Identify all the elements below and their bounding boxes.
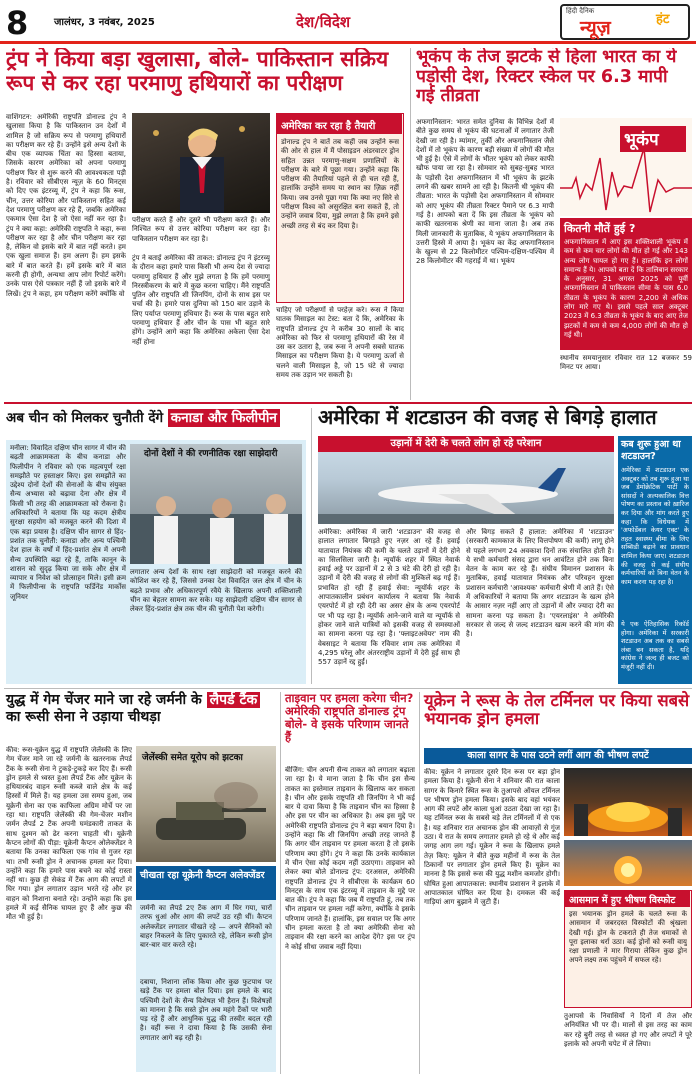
drone-explosion-text: इस भयानक ड्रोन हमले के चलते रूस के आसमान में जबरदस्त विस्फोटों की श्रृंखला देखी गई। ड्रोन के टकराते ही तेज धमाकों से पूरा इलाका थर्रा उठा। कई ड्रोनों को रूसी वायु रक्षा प्रणाली ने मार गिराया लेकिन कुछ ड्रोन अपने लक्ष्य तक पहुंचने में सफल रहे। — [569, 910, 687, 965]
shutdown-when-title: कब शुरू हुआ था शटडाउन? — [621, 439, 681, 462]
article-quake-col2-end: स्थानीय समयानुसार रविवार रात 12 बजकर 59 मिनट पर आया। — [560, 354, 692, 372]
article-shutdown-col1: अमेरिका: अमेरिका में जारी 'शटडाउन' की वजह से हालात लगातार बिगड़ते हुए नज़र आ रहे हैं। हवाई यातायात नियंत्रक की कमी के चलते उड़ानों में देरी होने का सिलसिला जारी है। न्यूयॉर्क शहर में स्थित नेवार्क हवाई अड्डे पर उड़ानों में 2 से 3 घंटे की देरी हो रही है। उड़ानों में देरी की वजह से लोगों की मुश्किलें बढ़ गई हैं। प्रभावित हो रही हैं हवाई सेवा: न्यूयॉर्क शहर के आपातकालीन प्रबंधन कार्यालय ने बताया कि नेवार्क एयरपोर्ट में हो रही देरी का असर क्षेत्र के अन्य एयरपोर्ट पर भी पड़ रहा है। न्यूयॉर्क आने-जाने वाले या न्यूयॉर्क से होकर जाने वाले यात्रियों को इसकी वजह से समस्याओं का सामना करना पड़ रहा है। 'फ्लाइटअवेयर' नाम की वेबसाइट ने बताया कि रविवार शाम तक अमेरिका में 4,295 घरेलू और अंतरराष्ट्रीय उड़ानों में देरी हुई साथ ही 557 उड़ानें रद्द हुईं। — [318, 528, 460, 667]
article-canada-headline — [6, 408, 306, 436]
trump-sidebar-text: डोनाल्ड ट्रंप ने बातें तब कहीं जब उन्होंने रूस की ओर से हाल में मैं पोसाइडन अंडरवाटर ड्रोन सहित उन्नत परमाणु-सक्षम प्रणालियों के परीक्षण के बारे में पूछा गया। उन्होंने कहा कि परीक्षण की तैयारियां पहले से ही चल रही हैं, हालांकि उन्होंने समय या स्थान का ज़िक्र नहीं किया। जब उनसे पूछा गया कि क्या नए सिरे से परीक्षण विश्व को असुरक्षित बना सकते हैं, तो उन्होंने जवाब दिया, मुझे लगता है कि हमने इसे अच्छी तरह से बंद कर दिया है। — [281, 138, 399, 230]
column-divider — [410, 48, 411, 400]
shutdown-when-text: अमेरिका में शटडाउन एक अक्टूबर को तब शुरू हुआ था जब डेमोक्रेटिक पार्टी के सांसदों ने अल्पकालिक वित्त पोषण का प्रस्ताव को ख़ारिज कर दिया और मांग करते हुए कहा कि विधेयक में 'अफोर्डेबल केयर एक्ट' के तहत स्वास्थ्य बीमा के लिए सब्सिडी बढ़ाने का प्रावधान शामिल किया जाए। शटडाउन की वजह से कई संघीय कर्मचारियों को बिना वेतन के काम करना पड़ रहा है। — [621, 466, 689, 586]
article-tank-headline — [6, 692, 276, 742]
navy-photo-label: दोनों देशों ने की रणनीतिक रक्षा साझेदारी — [144, 449, 278, 459]
article-quake-col1: अफगानिस्तान: भारत समेत दुनिया के विभिन्न देशों में बीते कुछ समय से भूकंप की घटनाओं में लगातार तेजी देखी जा रही है। म्यांमार, तुर्की और अफगानिस्तान जैसे देशों में तो भूकंप के कारण बड़ी संख्या में लोगों की मौत भी हुई है। ऐसे में लोगों के भीतर भूकंप को लेकर काफी खौफ पाया जा रहा है। सोमवार को सुबह-सुबह भारत के पड़ोसी देश अफगानिस्तान में भी भूकंप के झटके लगने की खबर सामने आ रही है। कितनी थी भूकंप की तीव्रता: भारत के पड़ोसी देश अफगानिस्तान में सोमवार को आए भूकंप की तीव्रता रिक्टर पैमाने पर 6.3 मापी गई है। आपको बता दें कि इस तीव्रता के भूकंप को काफी खतरनाक श्रेणी का माना जाता है। अब तक मिली जानकारी के मुताबिक, ये भूकंप अफगानिस्तान के उत्तरी हिस्से में आया है। भूकंप का केंद्र अफगानिस्तान के खुल्म से 22 किलोमीटर पश्चिम-दक्षिण-पश्चिम में 28 किलोमीटर की गहराई में था। भूकंप — [416, 118, 554, 266]
article-canada-col1: मनीला: विवादित दक्षिण चीन सागर में चीन की बढ़ती आक्रामकता के बीच कनाडा और फिलीपीन ने रविवार को एक महत्वपूर्ण रक्षा समझौते पर हस्ताक्षर किए। इस समझौते का उद्देश्य दोनों देशों की सेनाओं के बीच संयुक्त सैन्य अभ्यास को बढ़ावा देना और क्षेत्र में किसी भी तरह की आक्रामकता को रोकना है। अधिकारियों ने बताया कि यह कदम क्षेत्रीय सुरक्षा सहयोग को मजबूत करने की दिशा में एक बड़ा प्रयास है। दक्षिण चीन सागर से हिंद-प्रशांत तक चुनौती: कनाडा और अन्य पश्चिमी देश हाल के वर्षों में हिंद-प्रशांत क्षेत्र में अपनी सैन्य उपस्थिति बढ़ा रहे हैं, ताकि कानून के शासन को सुदृढ़ किया जा सके और क्षेत्र में व्यापार व निवेश को प्रोत्साहन मिले। इसी क्रम में फिलीपीन्स के राष्ट्रपति फर्डिनेंड मार्कोस जूनियर — [10, 444, 126, 601]
drone-explosion-box — [564, 890, 692, 1008]
logo-tagline: हिंदी दैनिक — [566, 7, 595, 15]
tank-photo-label: जेलेंस्की समेत यूरोप को झटका — [142, 753, 243, 763]
drone-explosion-title: आसमान में हुए भीषण विस्फोट — [565, 891, 690, 907]
newspaper-logo — [560, 4, 690, 40]
article-canada-headline-b: कनाडा और फिलीपीन — [168, 409, 280, 427]
section-rule — [4, 402, 692, 404]
article-taiwan-col1: बीजिंग: चीन अपनी सैन्य ताकत को लगातार बढ़ाता जा रहा है। ये माना जाता है कि चीन इस सैन्य ताकत का इस्तेमाल ताइवान के खिलाफ कर सकता है। चीन और इसके राष्ट्रपति शी जिनपिंग ने भी कई बार ये दावा किया है कि ताइवान चीन का हिस्सा है और इस पर चीन का अधिकार है। अब इस मुद्दे पर अमेरिकी राष्ट्रपति डोनाल्ड ट्रंप ने बड़ा बयान दिया है। उन्होंने कहा कि शी जिनपिंग अच्छी तरह जानते हैं कि अगर चीन ताइवान पर हमला करता है तो इसके परिणाम क्या होंगे। ट्रंप ने कहा कि उनके कार्यकाल में चीन ऐसा कोई कदम नहीं उठाएगा। ताइवान को लेकर क्या बोले डोनाल्ड ट्रंप: दरअसल, अमेरिकी राष्ट्रपति डोनाल्ड ट्रंप ने सीबीएस के कार्यक्रम 60 मिनट्स के साथ एक इंटरव्यू में ताइवान के मुद्दे पर बात की। ट्रंप ने कहा कि जब मैं राष्ट्रपति हूं, तब तक चीन ताइवान पर हमला नहीं करेगा, क्योंकि वे इसके परिणाम जानते हैं। हालांकि, इस सवाल पर कि अगर चीन हमला करता है तो क्या अमेरिकी सेना को ताइवान की रक्षा करने का आदेश देंगे? इस पर ट्रंप ने कोई सीधा जवाब नहीं दिया। — [285, 766, 415, 951]
article-trump-caption: परीक्षण करते हैं और दूसरे भी परीक्षण करते हैं। और निश्चित रूप से उत्तर कोरिया परीक्षण कर रहा है। पाकिस्तान परीक्षण कर रहा है। — [132, 216, 270, 243]
article-taiwan-headline: ताइवान पर हमला करेगा चीन? अमेरिकी राष्ट्रपति डोनाल्ड ट्रंप बोले- वे इसके परिणाम जानते हैं — [285, 691, 414, 744]
article-trump-col2: ट्रंप ने बताई अमेरिका की ताकत: डोनाल्ड ट्रंप ने इंटरव्यू के दौरान कहा हमारे पास किसी भी अन्य देश से ज्यादा परमाणु हथियार हैं और मुझे लगता है कि हमें परमाणु निरस्त्रीकरण के बारे में कुछ करना चाहिए। मैंने राष्ट्रपति पुतिन और राष्ट्रपति शी जिनपिंग, दोनों के साथ इस पर चर्चा की है। हमारे पास दुनिया को 150 बार उड़ाने के लिए पर्याप्त परमाणु हथियार हैं। रूस के पास बहुत सारे परमाणु हथियार हैं और चीन के पास भी बहुत सारे होंगे। उन्होंने आगे कहा कि अमेरिका अकेला ऐसा देश नहीं होना — [132, 254, 270, 346]
article-tank-col2: दबाया, निशाना लॉक किया और कुछ फुटपाथ पर खड़े टैंक पर हमला बोल दिया। इस हमले के बाद पश्चिमी देशों के सैन्य विशेषज्ञ भी हैरान हैं। विशेषज्ञों का मानना है कि सस्ते ड्रोन अब महंगे टैंकों पर भारी पड़ रहे हैं और आधुनिक युद्ध की तस्वीर बदल रही है। वहीं रूस ने दावा किया है कि उसकी सेना लगातार आगे बढ़ रही है। — [140, 978, 272, 1042]
article-canada-col2: लगातार अन्य देशों के साथ रक्षा साझेदारी को मजबूत करने की कोशिश कर रहे हैं, जिससे उनका देश विवादित जल क्षेत्र में चीन के बढ़ते प्रभाव और अधिकारपूर्ण रवैये के खिलाफ अपनी शक्तिशाली चीन का बेहतर सामना कर सके। यह साझेदारी दक्षिण चीन सागर से लेकर हिंद-प्रशांत क्षेत्र तक चीन की चुनौती पेश करेगी। — [130, 568, 302, 614]
trump-figure-icon — [132, 113, 270, 213]
quake-casualty-box — [560, 218, 692, 350]
quake-casualty-text: अफगानिस्तान में आए इस शक्तिशाली भूकंप में कम से कम चार लोगों की मौत हो गई और 143 अन्य लोग घायल हो गए हैं। हालांकि इन लोगों समान्य हैं ये। आपको बता दें कि तालिबान सरकार के अनुसार, 31 अगस्त 2025 को पूर्वी अफगानिस्तान में पाकिस्तान सीमा के पास 6.0 तीव्रता के भूकंप के कारण 2,200 से अधिक लोग मारे गए थे। इससे पहले साल अक्टूबर 2023 में 6.3 तीव्रता के भूकंप के बाद आए तेज झटकों में कम से कम 4,000 लोगों की मौत हो गई थी। — [564, 238, 688, 339]
airport-photo — [318, 436, 614, 524]
earthquake-graphic — [560, 118, 692, 216]
trump-sidebar-box — [276, 113, 404, 303]
fire-photo — [564, 768, 692, 836]
trump-photo — [132, 113, 270, 213]
article-tank-headline-b: लैपर्ड टैंक — [207, 692, 261, 708]
tank-photo — [136, 746, 276, 862]
column-divider — [280, 692, 281, 1074]
article-trump-col1: वाशिंगटन: अमेरिकी राष्ट्रपति डोनाल्ड ट्रंप ने खुलासा किया है कि पाकिस्तान उन देशों में शामिल है जो सक्रिय रूप से परमाणु हथियारों का परीक्षण कर रहे हैं। उन्होंने इसे अन्य देशों के बीच एक व्यापक चिंता का हिस्सा बताया, जिसके कारण अमेरिका को अपना परमाणु परीक्षण फिर से शुरू करने की आवश्यकता पड़ी है। रविवार को सीबीएस न्यूज़ के 60 मिनट्स को दिए एक इंटरव्यू में, ट्रंप ने कहा कि रूस, चीन, उत्तर कोरिया और पाकिस्तान सहित कई देश परमाणु परीक्षण कर रहे हैं, जबकि अमेरिका एकमात्र ऐसा देश है जो ऐसा नहीं कर रहा है। ट्रंप ने क्या कहा: अमेरिकी राष्ट्रपति ने कहा, रूस परीक्षण कर रहा है और चीन परीक्षण कर रहा है, लेकिन वो इसके बारे में बात नहीं करते। हम एक खुला समाज हैं। हम अलग हैं। हम इसके बारे में बात करते हैं। हमें इसके बारे में बात करनी ही होगी, अन्यथा आप लोग रिपोर्ट करेंगे। उनके पास ऐसे पत्रकार नहीं हैं जो इसके बारे में लिखें। ट्रंप ने कहा, हम परीक्षण करेंगे क्योंकि वो — [6, 113, 126, 298]
tank-quote-box — [136, 866, 276, 1072]
quake-casualty-title: कितनी मौतें हुई ? — [564, 222, 636, 235]
page-number: 8 — [6, 4, 29, 42]
article-drone-col2-end: तुआपसे के निवासियों ने दिनों में तेज और अनियंत्रित भी पर दी। मालों से इस तरह का काम कर रहे बुरी तरह से ध्वस्त हो गए और लपटों ने पूरे इलाके को अपनी चपेट में ले लिया। — [564, 1012, 692, 1048]
article-trump-headline: ट्रंप ने किया बड़ा खुलासा, बोले- पाकिस्तान सक्रिय रूप से कर रहा परमाणु हथियारों का परीक्षण — [6, 48, 389, 95]
logo-main: न्यूज़ — [580, 17, 611, 39]
article-drone-col1: कीव: यूक्रेन ने लगातार दूसरे दिन रूस पर बड़ा ड्रोन हमला किया है। यूक्रेनी सेना ने शनिवार की रात काला सागर के किनारे स्थित रूस के तुआपसे ऑयल टर्मिनल पर भीषण ड्रोन हमला किया। इसके बाद वहां भयंकर आग की लपटें और काला धुआं उठता देखा जा रहा है। यह टर्मिनल रूस के सबसे बड़े तेल टर्मिनलों में से एक है। यह शनिवार रात अचानक ड्रोन की आवाज़ों से गूंज उठा। ये रात के समय लगातार हमले हो रहे थे और कई जगह आग लग गई। यूक्रेन ने रूस के खिलाफ हमले तेज़ किए: यूक्रेन ने बीते कुछ महीनों में रूस के तेल ठिकानों पर लगातार ड्रोन हमले किए हैं। यूक्रेन का मानना है कि इससे रूस की युद्ध मशीन कमजोर होगी। घोषित हुआ आपातकाल: स्थानीय प्रशासन ने इलाके में आपातकाल घोषित कर दिया है। दमकल की कई गाड़ियां आग बुझाने में जुटी हैं। — [424, 768, 560, 907]
explosion-photo — [564, 840, 692, 886]
article-trump-col3: चाहिए जो परीक्षणों से परहेज़ करे। रूस ने किया घातक मिसाइल का टेस्ट: बता दें कि, अमेरिका के राष्ट्रपति डोनाल्ड ट्रंप ने करीब 30 सालों के बाद अमेरिका को फिर से परमाणु हथियारों की रेस में उस कर उतारा है, जब रूस ने अपनी सबसे घातक मिसाइल का परीक्षण किया है। ये परमाणु ऊर्जा से चलने वाली मिसाइल है, जो 15 घंटे से ज्यादा समय तक उड़ान भर सकती है। — [276, 306, 404, 380]
article-shutdown-headline: अमेरिका में शटडाउन की वजह से बिगड़े हालात — [318, 405, 657, 429]
article-quake-headline: भूकंप के तेज झटके से हिला भारत का ये पड़ोसी देश, रिक्टर स्केल पर 6.3 मापी गई तीव्रता — [416, 48, 677, 107]
shutdown-when-end: ये एक ऐतिहासिक रिकॉर्ड होगा। अमेरिका में सरकारी शटडाउन अब तक का सबसे लंबा बन सकता है, यदि कांग्रेस ने जल्द ही बजट को मंजूरी नहीं दी। — [621, 620, 689, 671]
shutdown-when-box — [618, 436, 692, 684]
airport-photo-caption: उड़ानों में देरी के चलते लोग हो रहे परेशान — [318, 436, 614, 452]
article-canada-headline-a: अब चीन को मिलकर चुनौती देंगे — [6, 410, 164, 426]
column-divider — [311, 408, 312, 684]
column-divider — [419, 692, 420, 1074]
explosion-icon — [564, 840, 692, 886]
article-tank-col1: कीव: रूस-यूक्रेन युद्ध में राष्ट्रपति जेलेंस्की के लिए गेम चेंजर माने जा रहे जर्मनी के खतरनाक लैपर्ड टैंक के रूसी सेना ने टुकड़े-टुकड़े कर दिए हैं। रूसी ड्रोन हमले से ध्वस्त हुआ लैपर्ड टैंक और यूक्रेन के हथियारबंद वाहन रूसी कब्जे वाले क्षेत्र के कई हिस्सों में मिले हैं। यह हमला उस समय हुआ, जब यूक्रेनी सेना का एक काफिला अग्रिम मोर्चे पर जा रहा था। राष्ट्रपति जेलेंस्की की गेम-चेंजर मशीन जर्मन लैपर्ड 2 टैंक अपनी घमंडकारी ताकत के साथ दुश्मन को ढेर करना चाहती थी। यूक्रेनी कैप्टन लोगों की पीड़ा: यूक्रेनी कैप्टन ओलेक्जेंडर ने बताया कि उनका काफिला एक गांव से गुजर रहा था। तभी रूसी ड्रोन ने अचानक हमला कर दिया। उन्होंने कहा कि हमारे पास बचने का कोई रास्ता नहीं था। कुछ ही सेकंड में टैंक आग की लपटों में घिर गया। ड्रोन लगातार उड़ान भरते रहे और हर वाहन को निशाना बनाते रहे। उन्होंने कहा कि इस हमले में कई सैनिक घायल हुए हैं और कुछ की मौत भी हुई है। — [6, 746, 132, 922]
article-drone-headline: यूक्रेन ने रूस के तेल टर्मिनल पर किया सबसे भयानक ड्रोन हमला — [424, 691, 690, 729]
drone-photo-caption: काला सागर के पास उठने लगीं आग की भीषण लपटें — [424, 748, 692, 764]
navy-ship-photo — [130, 444, 302, 564]
tank-quote-title: चीखता रहा यूक्रेनी कैप्टन अलेक्जेंडर — [136, 866, 276, 900]
logo-accent: हंट — [656, 12, 670, 27]
tank-quote-text: जर्मनी का लैपर्ड 2ए टैंक आग में घिर गया, चारों तरफ धुआं और आग की लपटें उठ रही थीं। कैप्टन अलेक्जेंडर लगातार चीखते रहे — अपने सैनिकों को बाहर निकलने के लिए पुकारते रहे, लेकिन रूसी ड्रोन बार-बार वार करते रहे। — [140, 904, 272, 950]
article-tank-headline-c: का रूसी सेना ने उड़ाया चीथड़ा — [6, 709, 161, 725]
page-header — [0, 0, 696, 44]
section-rule-thin — [4, 688, 692, 689]
article-shutdown-col2: और बिगड़ सकते हैं हालात: अमेरिका में 'शटडाउन' (सरकारी कामकाज के लिए वित्तपोषण की कमी) लागू होने से पहले लगभग 24 अवकाश दिनों तक संचालित होती है। ये सभी कर्मचारी संसद द्वारा धन आवंटित होने तक बिना वेतन के काम कर रहे हैं। संघीय विमानन प्रशासन के मुताबिक, हवाई यातायात नियंत्रक और परिवहन सुरक्षा प्रशासन कर्मचारी 'आवश्यक' कर्मचारी श्रेणी में आते हैं। ऐसे में अधिकारियों ने बताया कि अगर शटडाउन के खत्म होने के आसार नज़र नहीं आए तो उड़ानों में और ज्यादा देरी का सामना करना पड़ सकता है। 'एयरलाइंस' ने अमेरिकी सरकार से जल्द से जल्द शटडाउन खत्म करने की मांग की है। — [466, 528, 614, 639]
oil-terminal-fire-icon — [564, 768, 692, 836]
section-title: देश/विदेश — [296, 13, 351, 31]
trump-sidebar-title: अमेरिका कर रहा है तैयारी — [277, 114, 402, 134]
edition-date: जालंधर, 3 नवंबर, 2025 — [54, 17, 155, 28]
earthquake-graphic-label: भूकंप — [624, 130, 659, 150]
article-tank-headline-a: युद्ध में गेम चेंजर माने जा रहे जर्मनी के — [6, 692, 202, 708]
naval-officers-icon — [130, 444, 302, 564]
